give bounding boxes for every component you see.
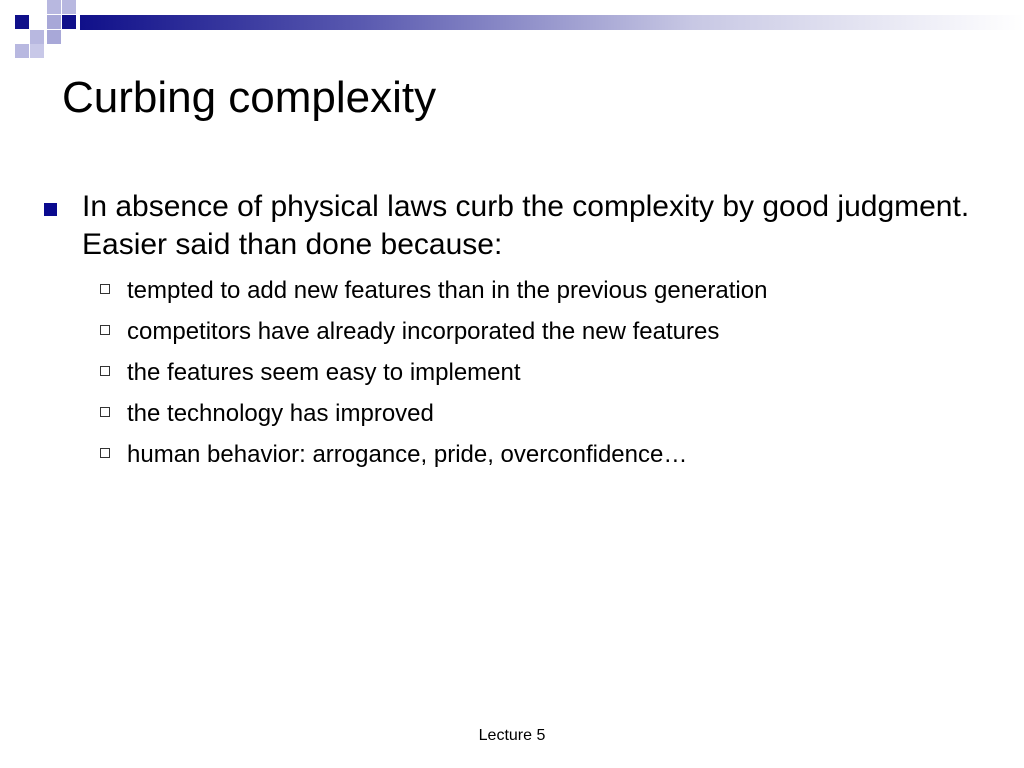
- hollow-square-bullet-icon: [100, 366, 110, 376]
- main-bullet-text: In absence of physical laws curb the complexity by good judgment. Easier said than done because:: [82, 190, 970, 261]
- decor-square: [30, 30, 44, 44]
- decor-square: [0, 0, 14, 14]
- main-bullet: [44, 188, 984, 264]
- decor-square: [62, 0, 76, 14]
- sub-bullet-item: [96, 395, 976, 436]
- decor-square: [47, 0, 61, 14]
- sub-bullet-item: [96, 436, 976, 477]
- hollow-square-bullet-icon: [100, 448, 110, 458]
- decor-square: [47, 15, 61, 29]
- sub-bullet-text: human behavior: arrogance, pride, overconfidence…: [127, 441, 688, 468]
- header-gradient-bar: [80, 15, 1024, 30]
- decor-square: [62, 15, 76, 29]
- slide-title: Curbing complexity: [62, 73, 437, 122]
- decor-square: [30, 44, 44, 58]
- square-bullet-icon: [44, 203, 57, 216]
- hollow-square-bullet-icon: [100, 325, 110, 335]
- sub-bullet-item: [96, 313, 976, 354]
- sub-bullet-item: [96, 354, 976, 395]
- sub-bullet-item: [96, 272, 976, 313]
- sub-bullet-text: the technology has improved: [127, 400, 434, 427]
- sub-bullet-text: competitors have already incorporated the new features: [127, 318, 720, 345]
- hollow-square-bullet-icon: [100, 284, 110, 294]
- hollow-square-bullet-icon: [100, 407, 110, 417]
- sub-bullet-text: tempted to add new features than in the previous generation: [127, 277, 768, 304]
- decor-square: [47, 30, 61, 44]
- sub-bullet-text: the features seem easy to implement: [127, 359, 521, 386]
- decor-square: [15, 44, 29, 58]
- header-decoration: [0, 0, 1024, 60]
- sub-bullet-list: [96, 272, 976, 477]
- slide-footer: Lecture 5: [478, 727, 546, 744]
- decor-square: [15, 15, 29, 29]
